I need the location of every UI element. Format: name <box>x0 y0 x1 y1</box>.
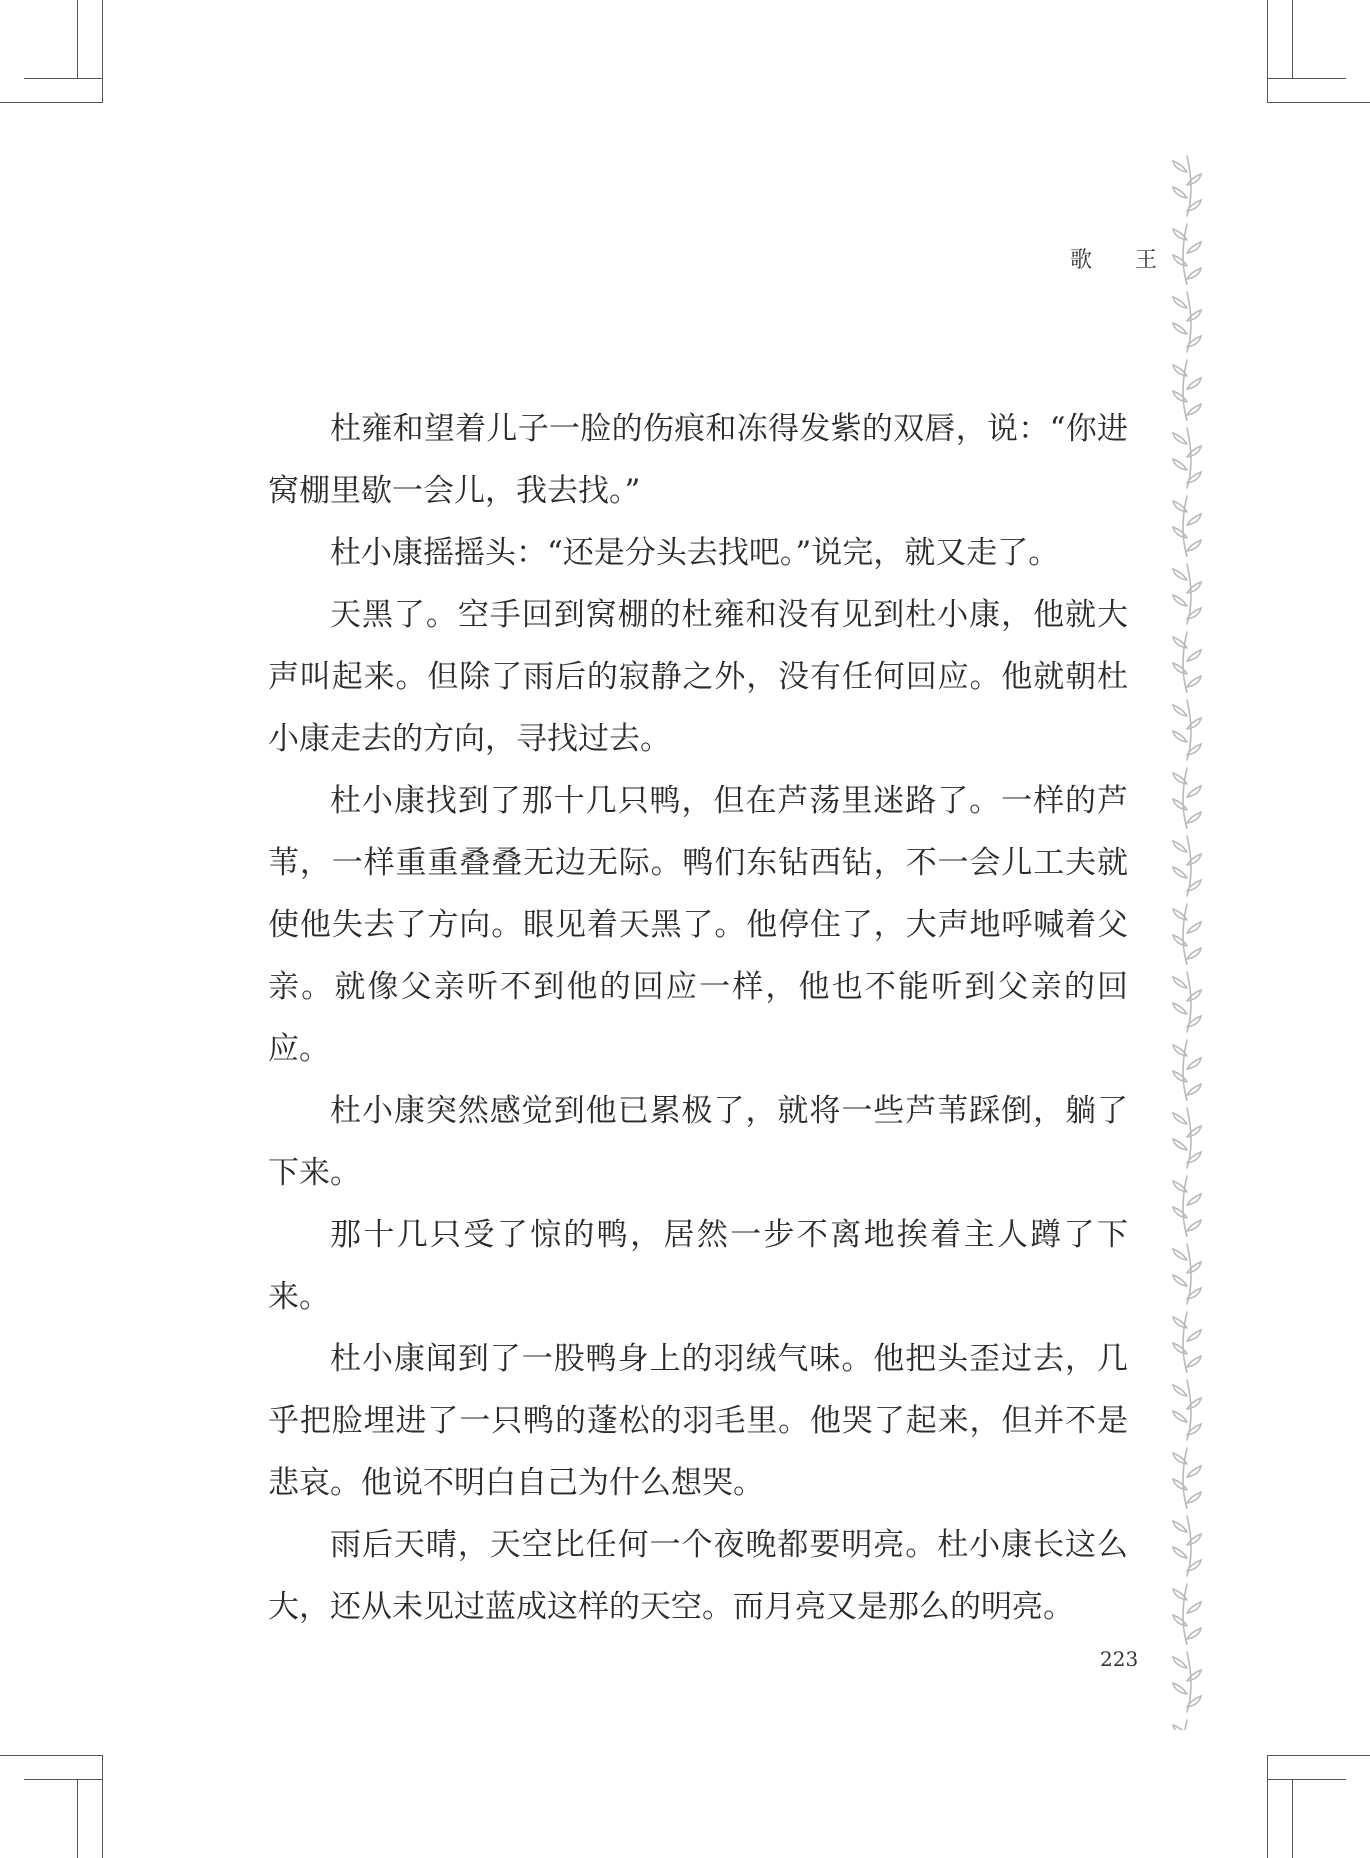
vine-leaf <box>1173 1113 1187 1124</box>
vine-leaf <box>1187 174 1201 185</box>
paragraph: 杜小康找到了那十几只鸭，但在芦荡里迷路了。一样的芦苇，一样重重叠叠无边无际。鸭们东钻西钻，不一会儿工夫就使他失去了方向。眼见着天黑了。他停住了，大声地呼喊着父亲。就像父亲听不到他的回应一样，他也不能听到父亲的回应。 <box>268 783 1128 1067</box>
vine-leaf <box>1173 187 1187 198</box>
vine-leaf <box>1173 1139 1187 1150</box>
vine-leaf <box>1187 268 1201 279</box>
vine-leaf <box>1173 731 1187 742</box>
vine-stem <box>1183 1584 1187 1644</box>
page-number: 223 <box>1100 1647 1139 1671</box>
vine-leaf <box>1187 1058 1201 1069</box>
vine-leaf <box>1173 323 1187 334</box>
vine-leaf <box>1187 650 1201 661</box>
vine-leaf <box>1173 1249 1187 1260</box>
vine-stem <box>1183 1176 1187 1236</box>
vine-leaf <box>1187 514 1201 525</box>
vine-leaf <box>1173 459 1187 470</box>
vine-stem <box>1183 496 1187 556</box>
vine-leaf <box>1187 1602 1201 1613</box>
vine-stem <box>1183 224 1187 284</box>
vine-leaf <box>1187 1466 1201 1477</box>
vine-leaf <box>1173 1615 1187 1626</box>
vine-leaf <box>1173 433 1187 444</box>
vine-leaf <box>1173 595 1187 606</box>
vine-leaf <box>1173 1547 1187 1558</box>
vine-leaf <box>1187 242 1201 253</box>
paragraph: 杜小康突然感觉到他已累极了，就将一些芦苇踩倒，躺了下来。 <box>268 1093 1128 1191</box>
vine-leaf <box>1173 1003 1187 1014</box>
vine-leaf <box>1173 799 1187 810</box>
vine-leaf <box>1173 977 1187 988</box>
vine-leaf <box>1187 1220 1201 1231</box>
paragraph: 杜雍和望着儿子一脸的伤痕和冻得发紫的双唇，说：“你进窝棚里歇一会儿，我去找。” <box>268 411 1128 509</box>
vine-leaf <box>1173 841 1187 852</box>
vine-leaf <box>1187 540 1201 551</box>
vine-leaf <box>1187 990 1201 1001</box>
body-text <box>268 398 1128 1638</box>
running-head: 歌 王 <box>1070 248 1175 273</box>
vine-leaf <box>1173 569 1187 580</box>
vine-leaf <box>1173 297 1187 308</box>
vine-leaf <box>1187 1126 1201 1137</box>
vine-leaf <box>1187 1194 1201 1205</box>
vine-stem <box>1183 768 1187 828</box>
vine-stem <box>1183 904 1187 964</box>
paragraph: 那十几只受了惊的鸭，居然一步不离地挨着主人蹲了下来。 <box>268 1217 1128 1315</box>
vine-leaf <box>1173 527 1187 538</box>
vine-leaf <box>1173 255 1187 266</box>
vine-leaf <box>1187 812 1201 823</box>
vine-leaf <box>1173 705 1187 716</box>
vine-leaf <box>1173 1683 1187 1694</box>
vine-leaf <box>1173 1207 1187 1218</box>
vine-leaf <box>1187 718 1201 729</box>
vine-leaf <box>1187 1262 1201 1273</box>
paragraph: 杜小康摇摇头：“还是分头去找吧。”说完，就又走了。 <box>330 535 1060 571</box>
vine-stem <box>1183 360 1187 420</box>
vine-leaf <box>1187 676 1201 687</box>
vine-leaf <box>1173 935 1187 946</box>
vine-leaf <box>1173 1275 1187 1286</box>
leaf-vine-ornament <box>1160 150 1214 1730</box>
vine-leaf <box>1173 161 1187 172</box>
vine-leaf <box>1173 1071 1187 1082</box>
vine-leaf <box>1187 922 1201 933</box>
vine-leaf <box>1187 310 1201 321</box>
vine-stem <box>1183 1312 1187 1372</box>
vine-leaf <box>1187 582 1201 593</box>
paragraph: 天黑了。空手回到窝棚的杜雍和没有见到杜小康，他就大声叫起来。但除了雨后的寂静之外，没有任何回应。他就朝杜小康走去的方向，寻找过去。 <box>268 597 1128 757</box>
vine-leaf <box>1187 378 1201 389</box>
paragraph: 雨后天晴，天空比任何一个夜晚都要明亮。杜小康长这么大，还从未见过蓝成这样的天空。而月亮又是那么的明亮。 <box>268 1527 1128 1625</box>
vine-leaf <box>1187 1356 1201 1367</box>
vine-leaf <box>1173 1521 1187 1532</box>
vine-leaf <box>1187 1670 1201 1681</box>
vine-stem <box>1183 1040 1187 1100</box>
vine-leaf <box>1187 948 1201 959</box>
vine-leaf <box>1173 391 1187 402</box>
vine-leaf <box>1173 1343 1187 1354</box>
vine-leaf <box>1187 404 1201 415</box>
vine-leaf <box>1187 1398 1201 1409</box>
vine-leaf <box>1173 1385 1187 1396</box>
vine-leaf <box>1173 663 1187 674</box>
vine-leaf <box>1187 1628 1201 1639</box>
vine-leaf <box>1187 1084 1201 1095</box>
vine-leaf <box>1187 1492 1201 1503</box>
vine-stem <box>1183 1448 1187 1508</box>
vine-leaf <box>1173 1411 1187 1422</box>
vine-leaf <box>1187 446 1201 457</box>
vine-stem <box>1183 632 1187 692</box>
vine-leaf <box>1187 854 1201 865</box>
vine-leaf <box>1187 1330 1201 1341</box>
paragraph: 杜小康闻到了一股鸭身上的羽绒气味。他把头歪过去，几乎把脸埋进了一只鸭的蓬松的羽毛里。他哭了起来，但并不是悲哀。他说不明白自己为什么想哭。 <box>268 1341 1128 1501</box>
vine-leaf <box>1187 786 1201 797</box>
vine-leaf <box>1187 1534 1201 1545</box>
vine-leaf <box>1173 1479 1187 1490</box>
vine-leaf <box>1173 867 1187 878</box>
vine-stem <box>1183 1720 1187 1730</box>
